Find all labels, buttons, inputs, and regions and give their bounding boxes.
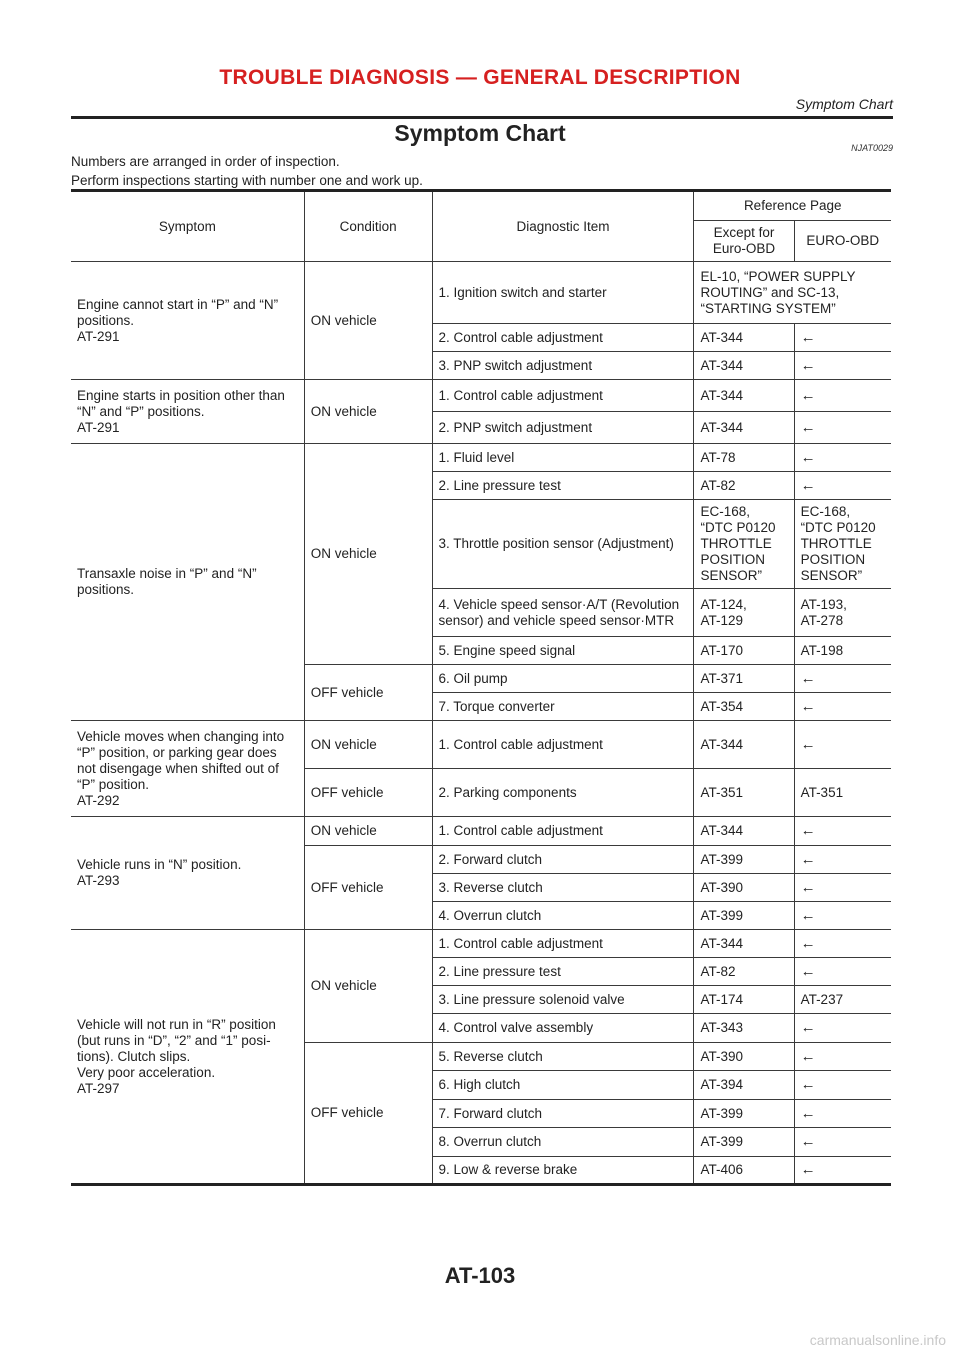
table-row (71, 444, 891, 472)
reference-except-euro-cell: AT-344 (694, 324, 794, 352)
header-condition: Condition (304, 191, 432, 262)
same-as-left-arrow-icon: ← (794, 958, 891, 986)
symptom-cell: Engine cannot start in “P” and “N” positions. AT-291 (71, 262, 304, 380)
diagnostic-item-cell: 2. Line pressure test (432, 958, 694, 986)
diagnostic-item-cell: 3. Throttle position sensor (Adjustment) (432, 500, 694, 589)
same-as-left-arrow-icon: ← (794, 444, 891, 472)
table-row (71, 380, 891, 412)
reference-euro-obd-cell: AT-237 (794, 986, 891, 1014)
condition-cell: OFF vehicle (304, 1043, 432, 1185)
condition-cell: ON vehicle (304, 444, 432, 665)
reference-except-euro-cell: AT-82 (694, 472, 794, 500)
reference-except-euro-cell: AT-399 (694, 1128, 794, 1157)
same-as-left-arrow-icon: ← (794, 380, 891, 412)
same-as-left-arrow-icon: ← (794, 412, 891, 444)
reference-except-euro-cell: AT-82 (694, 958, 794, 986)
header-symptom: Symptom (71, 191, 304, 262)
same-as-left-arrow-icon: ← (794, 846, 891, 874)
reference-except-euro-cell: AT-124, AT-129 (694, 589, 794, 637)
diagnostic-item-cell: 1. Control cable adjustment (432, 721, 694, 769)
reference-except-euro-cell: EC-168, “DTC P0120 THROTTLE POSITION SENSOR” (694, 500, 794, 589)
symptom-chart-body (71, 262, 891, 1185)
diagnostic-item-cell: 1. Fluid level (432, 444, 694, 472)
same-as-left-arrow-icon: ← (794, 472, 891, 500)
diagnostic-item-cell: 1. Control cable adjustment (432, 930, 694, 958)
same-as-left-arrow-icon: ← (794, 1128, 891, 1157)
same-as-left-arrow-icon: ← (794, 1014, 891, 1043)
reference-euro-obd-cell: AT-198 (794, 637, 891, 665)
condition-cell: ON vehicle (304, 262, 432, 380)
same-as-left-arrow-icon: ← (794, 1071, 891, 1100)
same-as-left-arrow-icon: ← (794, 817, 891, 846)
same-as-left-arrow-icon: ← (794, 874, 891, 902)
same-as-left-arrow-icon: ← (794, 1100, 891, 1128)
reference-euro-obd-cell: AT-351 (794, 769, 891, 817)
intro-line-1: Numbers are arranged in order of inspection. (71, 154, 340, 169)
symptom-cell: Transaxle noise in “P” and “N” positions. (71, 444, 304, 721)
table-row (71, 817, 891, 846)
reference-except-euro-cell: AT-390 (694, 874, 794, 902)
reference-except-euro-cell: AT-344 (694, 930, 794, 958)
diagnostic-item-cell: 2. PNP switch adjustment (432, 412, 694, 444)
table-row (71, 721, 891, 769)
diagnostic-item-cell: 2. Control cable adjustment (432, 324, 694, 352)
reference-except-euro-cell: AT-78 (694, 444, 794, 472)
section-title: Symptom Chart (394, 120, 566, 146)
diagnostic-item-cell: 6. Oil pump (432, 665, 694, 693)
reference-except-euro-cell: AT-399 (694, 846, 794, 874)
header-euro-obd: EURO-OBD (794, 221, 891, 262)
diagnostic-item-cell: 4. Overrun clutch (432, 902, 694, 930)
symptom-chart-table (71, 189, 891, 1186)
reference-except-euro-cell: AT-344 (694, 352, 794, 380)
section-code: NJAT0029 (851, 143, 893, 153)
page-number: AT-103 (444, 1263, 516, 1288)
reference-except-euro-cell: AT-406 (694, 1157, 794, 1185)
same-as-left-arrow-icon: ← (794, 721, 891, 769)
table-row (71, 930, 891, 958)
reference-except-euro-cell: AT-371 (694, 665, 794, 693)
diagnostic-item-cell: 2. Line pressure test (432, 472, 694, 500)
same-as-left-arrow-icon: ← (794, 1043, 891, 1071)
diagnostic-item-cell: 7. Forward clutch (432, 1100, 694, 1128)
same-as-left-arrow-icon: ← (794, 930, 891, 958)
intro-text (71, 152, 423, 190)
header-diagnostic-item: Diagnostic Item (432, 191, 694, 262)
diagnostic-item-cell: 4. Vehicle speed sensor·A/T (Revolution sensor) and vehicle speed sensor·MTR (432, 589, 694, 637)
reference-except-euro-cell: AT-344 (694, 412, 794, 444)
header-title: TROUBLE DIAGNOSIS — GENERAL DESCRIPTION (219, 66, 741, 89)
reference-page-cell: EL-10, “POWER SUPPLY ROUTING” and SC-13, “STARTING SYSTEM” (694, 262, 891, 324)
reference-except-euro-cell: AT-354 (694, 693, 794, 721)
diagnostic-item-cell: 7. Torque converter (432, 693, 694, 721)
diagnostic-item-cell: 4. Control valve assembly (432, 1014, 694, 1043)
diagnostic-item-cell: 3. PNP switch adjustment (432, 352, 694, 380)
diagnostic-item-cell: 2. Parking components (432, 769, 694, 817)
diagnostic-item-cell: 1. Control cable adjustment (432, 817, 694, 846)
reference-except-euro-cell: AT-344 (694, 380, 794, 412)
intro-line-2: Perform inspections starting with number one and work up. (71, 173, 423, 188)
diagnostic-item-cell: 1. Control cable adjustment (432, 380, 694, 412)
condition-cell: ON vehicle (304, 380, 432, 444)
same-as-left-arrow-icon: ← (794, 352, 891, 380)
symptom-cell: Engine starts in position other than “N” and “P” positions. AT-291 (71, 380, 304, 444)
diagnostic-item-cell: 5. Engine speed signal (432, 637, 694, 665)
symptom-cell: Vehicle runs in “N” position. AT-293 (71, 817, 304, 930)
condition-cell: OFF vehicle (304, 846, 432, 930)
reference-except-euro-cell: AT-351 (694, 769, 794, 817)
header-subtitle: Symptom Chart (795, 96, 893, 112)
reference-except-euro-cell: AT-343 (694, 1014, 794, 1043)
condition-cell: OFF vehicle (304, 769, 432, 817)
same-as-left-arrow-icon: ← (794, 665, 891, 693)
table-row (71, 262, 891, 324)
diagnostic-item-cell: 9. Low & reverse brake (432, 1157, 694, 1185)
reference-euro-obd-cell: EC-168, “DTC P0120 THROTTLE POSITION SENSOR” (794, 500, 891, 589)
reference-euro-obd-cell: AT-193, AT-278 (794, 589, 891, 637)
diagnostic-item-cell: 6. High clutch (432, 1071, 694, 1100)
reference-except-euro-cell: AT-344 (694, 721, 794, 769)
diagnostic-item-cell: 3. Reverse clutch (432, 874, 694, 902)
reference-except-euro-cell: AT-174 (694, 986, 794, 1014)
diagnostic-item-cell: 1. Ignition switch and starter (432, 262, 694, 324)
reference-except-euro-cell: AT-399 (694, 902, 794, 930)
condition-cell: ON vehicle (304, 817, 432, 846)
condition-cell: ON vehicle (304, 721, 432, 769)
same-as-left-arrow-icon: ← (794, 693, 891, 721)
reference-except-euro-cell: AT-170 (694, 637, 794, 665)
symptom-cell: Vehicle will not run in “R” position (but runs in “D”, “2” and “1” posi-tions). Clutch slips. Very poor acceleration. AT-297 (71, 930, 304, 1185)
diagnostic-item-cell: 3. Line pressure solenoid valve (432, 986, 694, 1014)
same-as-left-arrow-icon: ← (794, 1157, 891, 1185)
reference-except-euro-cell: AT-394 (694, 1071, 794, 1100)
header-except-euro-obd: Except for Euro-OBD (694, 221, 794, 262)
condition-cell: ON vehicle (304, 930, 432, 1043)
watermark: carmanualsonline.info (809, 1332, 946, 1348)
diagnostic-item-cell: 8. Overrun clutch (432, 1128, 694, 1157)
reference-except-euro-cell: AT-390 (694, 1043, 794, 1071)
same-as-left-arrow-icon: ← (794, 902, 891, 930)
same-as-left-arrow-icon: ← (794, 324, 891, 352)
header-rule (71, 116, 893, 119)
reference-except-euro-cell: AT-399 (694, 1100, 794, 1128)
diagnostic-item-cell: 2. Forward clutch (432, 846, 694, 874)
reference-except-euro-cell: AT-344 (694, 817, 794, 846)
diagnostic-item-cell: 5. Reverse clutch (432, 1043, 694, 1071)
symptom-cell: Vehicle moves when changing into “P” position, or parking gear does not disengage when shifted out of “P” position. AT-292 (71, 721, 304, 817)
header-reference-page: Reference Page (694, 191, 891, 221)
condition-cell: OFF vehicle (304, 665, 432, 721)
